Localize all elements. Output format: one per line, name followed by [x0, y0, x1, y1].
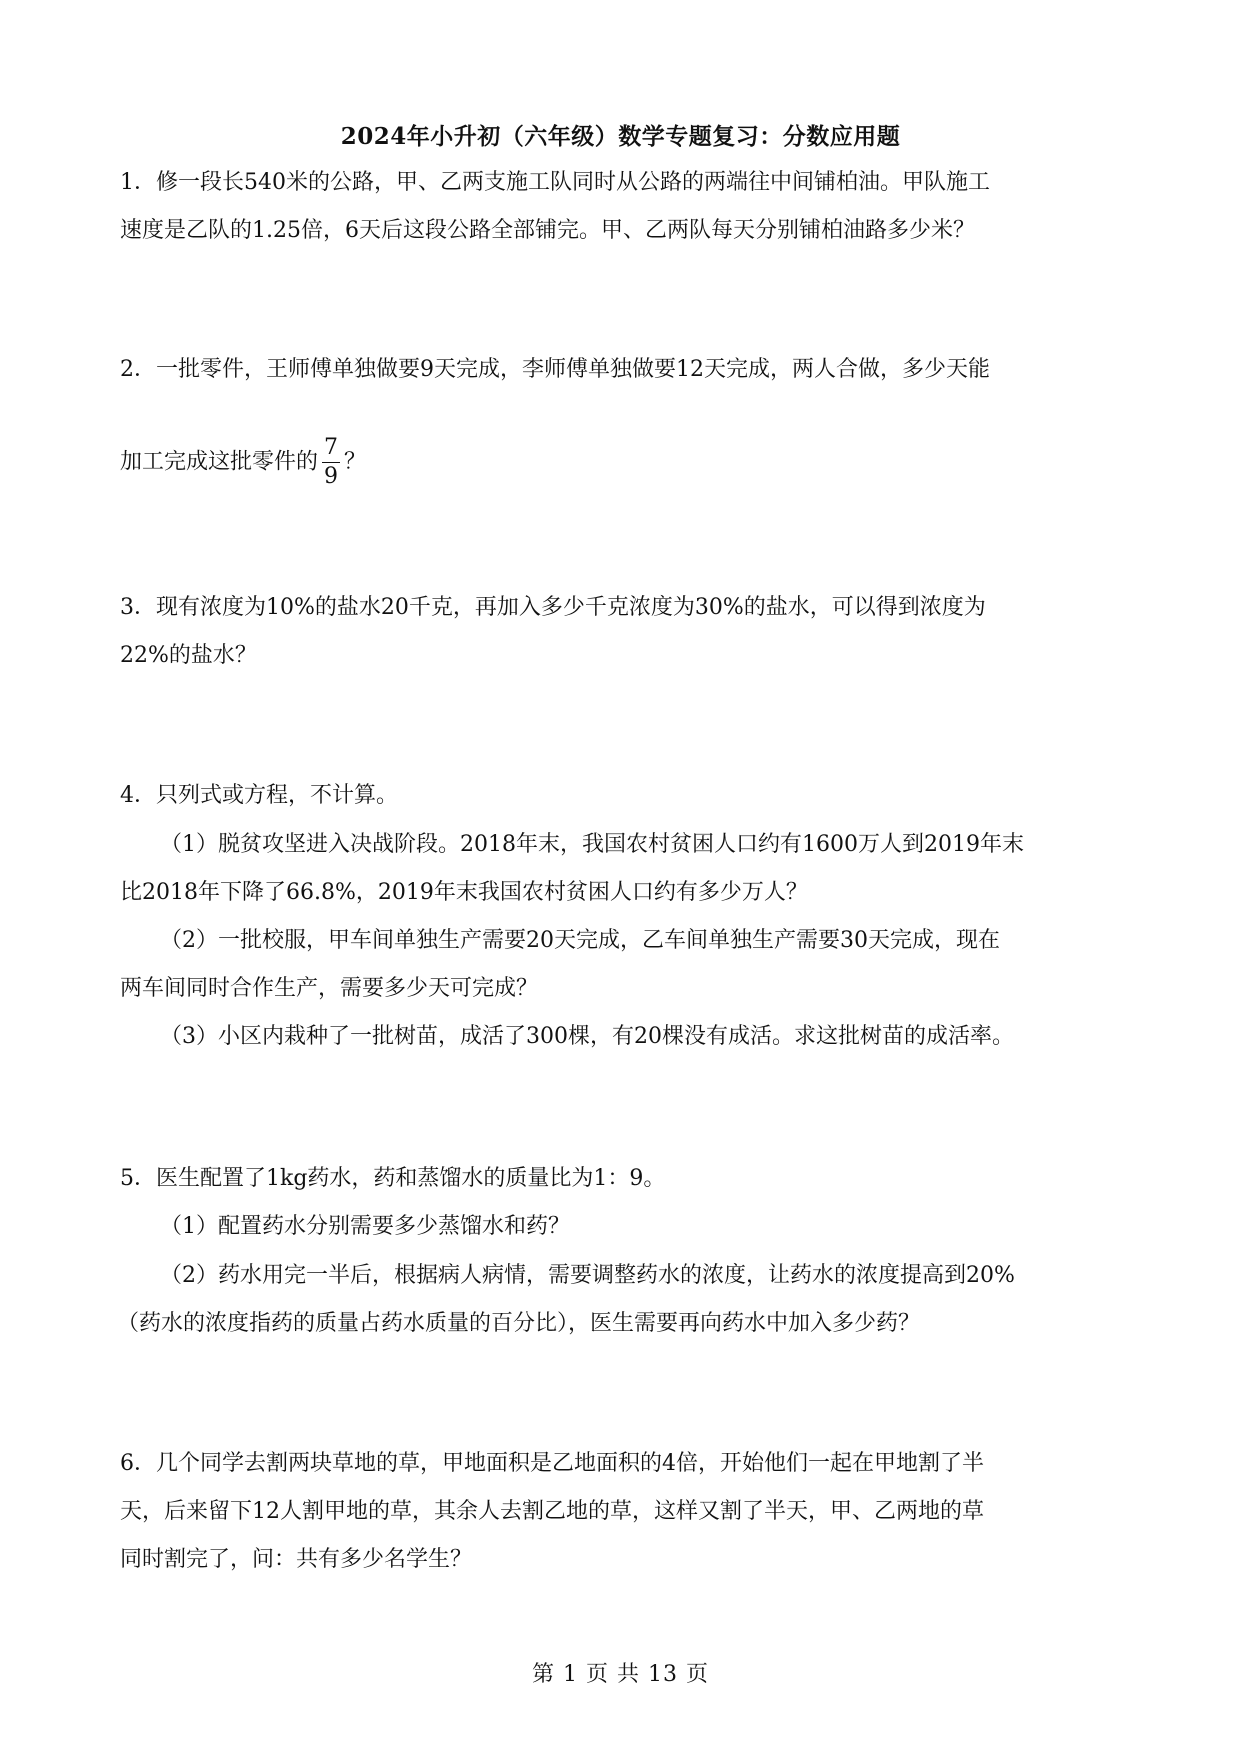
question-2-line-2	[120, 437, 366, 488]
page-title: 2024年小升初（六年级）数学专题复习：分数应用题	[340, 123, 901, 150]
question-4-intro: 4．只列式或方程，不计算。	[120, 783, 398, 808]
question-2-line-1: 2．一批零件，王师傅单独做要9天完成，李师傅单独做要12天完成，两人合做，多少天能	[120, 357, 990, 382]
question-5-part-1-line-1: （1）配置药水分别需要多少蒸馏水和药？	[160, 1214, 570, 1239]
fraction-denominator: 9	[324, 464, 339, 489]
page-footer: 第 1 页 共 13 页	[532, 1662, 709, 1687]
question-5-intro: 5．医生配置了1kg药水，药和蒸馏水的质量比为1：9。	[120, 1166, 666, 1191]
fraction-seven-ninths	[322, 437, 340, 488]
question-2-line-2-prefix: 加工完成这批零件的	[120, 449, 319, 475]
question-5-part-2-line-2: （药水的浓度指药的质量占药水质量的百分比），医生需要再向药水中加入多少药？	[117, 1311, 921, 1336]
question-4-part-1-line-2: 比2018年下降了66.8%，2019年末我国农村贫困人口约有多少万人？	[120, 880, 808, 905]
question-6-line-3: 同时割完了，问：共有多少名学生？	[120, 1547, 473, 1572]
fraction-bar	[322, 462, 340, 463]
question-1-line-2: 速度是乙队的1.25倍，6天后这段公路全部铺完。甲、乙两队每天分别铺柏油路多少米？	[120, 218, 975, 243]
question-4-part-2-line-1: （2）一批校服，甲车间单独生产需要20天完成，乙车间单独生产需要30天完成，现在	[160, 928, 1000, 953]
fraction-numerator: 7	[324, 435, 339, 460]
question-4-part-3-line-1: （3）小区内栽种了一批树苗，成活了300棵，有20棵没有成活。求这批树苗的成活率。	[160, 1024, 1014, 1049]
question-4-part-1-line-1: （1）脱贫攻坚进入决战阶段。2018年末，我国农村贫困人口约有1600万人到2019年末	[160, 832, 1024, 857]
question-3-line-2: 22%的盐水？	[120, 643, 257, 668]
question-1-line-1: 1．修一段长540米的公路，甲、乙两支施工队同时从公路的两端往中间铺柏油。甲队施工	[120, 170, 990, 195]
question-6-line-1: 6．几个同学去割两块草地的草，甲地面积是乙地面积的4倍，开始他们一起在甲地割了半	[120, 1451, 984, 1476]
question-5-part-2-line-1: （2）药水用完一半后，根据病人病情，需要调整药水的浓度，让药水的浓度提高到20%	[160, 1263, 1015, 1288]
question-4-part-2-line-2: 两车间同时合作生产，需要多少天可完成？	[120, 976, 539, 1001]
question-6-line-2: 天，后来留下12人割甲地的草，其余人去割乙地的草，这样又割了半天，甲、乙两地的草	[120, 1499, 984, 1524]
question-2-line-2-suffix: ？	[344, 449, 367, 475]
question-3-line-1: 3．现有浓度为10%的盐水20千克，再加入多少千克浓度为30%的盐水，可以得到浓度为	[120, 595, 986, 620]
